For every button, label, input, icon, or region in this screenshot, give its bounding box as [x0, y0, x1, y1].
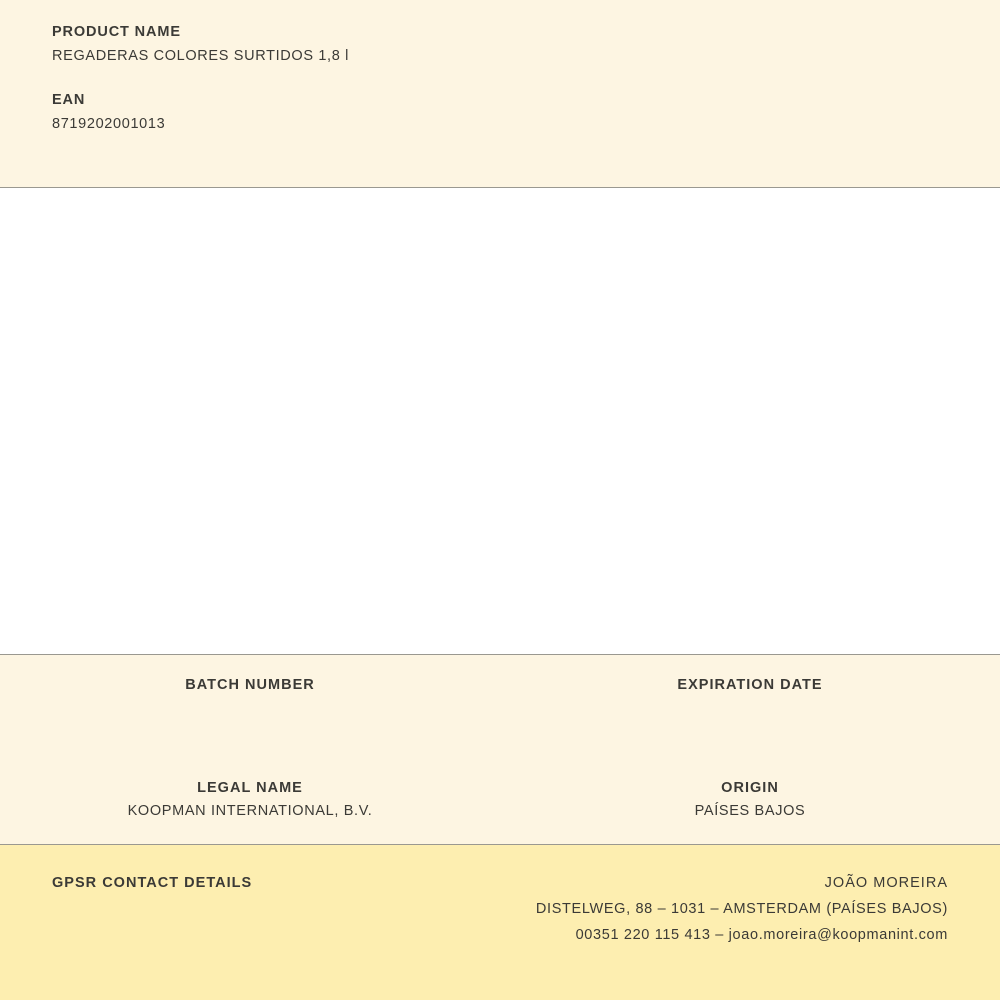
batch-number-label: BATCH NUMBER — [185, 677, 315, 693]
product-info-block — [0, 0, 1000, 188]
product-name-value: REGADERAS COLORES SURTIDOS 1,8 l — [52, 48, 349, 64]
batch-row — [0, 677, 1000, 717]
origin-column — [500, 780, 1000, 820]
product-name-group — [52, 24, 948, 64]
legal-row — [0, 780, 1000, 820]
batch-number-value — [0, 700, 500, 717]
legal-name-column — [0, 780, 500, 820]
batch-legal-block — [0, 655, 1000, 845]
legal-name-label: LEGAL NAME — [197, 780, 303, 796]
batch-number-column — [0, 677, 500, 717]
ean-label: EAN — [52, 92, 86, 108]
gpsr-contact-phone-email: 00351 220 115 413 – joao.moreira@koopmanint.com — [575, 927, 948, 943]
ean-value: 8719202001013 — [52, 116, 166, 132]
legal-name-value: KOOPMAN INTERNATIONAL, B.V. — [127, 803, 373, 819]
product-image-area — [0, 188, 1000, 655]
row-spacer — [0, 717, 1000, 780]
expiration-date-label: EXPIRATION DATE — [677, 677, 823, 693]
gpsr-contact-details-label: GPSR CONTACT DETAILS — [52, 875, 253, 891]
product-name-label: PRODUCT NAME — [52, 24, 181, 40]
gpsr-contact-details-values — [536, 875, 948, 943]
gpsr-contact-name: JOÃO MOREIRA — [824, 875, 948, 891]
gpsr-contact-address: DISTELWEG, 88 – 1031 – AMSTERDAM (PAÍSES BAJOS) — [535, 901, 948, 917]
expiration-date-value — [500, 700, 1000, 717]
origin-value: PAÍSES BAJOS — [694, 803, 806, 819]
expiration-date-column — [500, 677, 1000, 717]
gpsr-footer — [0, 845, 1000, 1000]
origin-label: ORIGIN — [721, 780, 779, 796]
ean-group — [52, 92, 948, 132]
